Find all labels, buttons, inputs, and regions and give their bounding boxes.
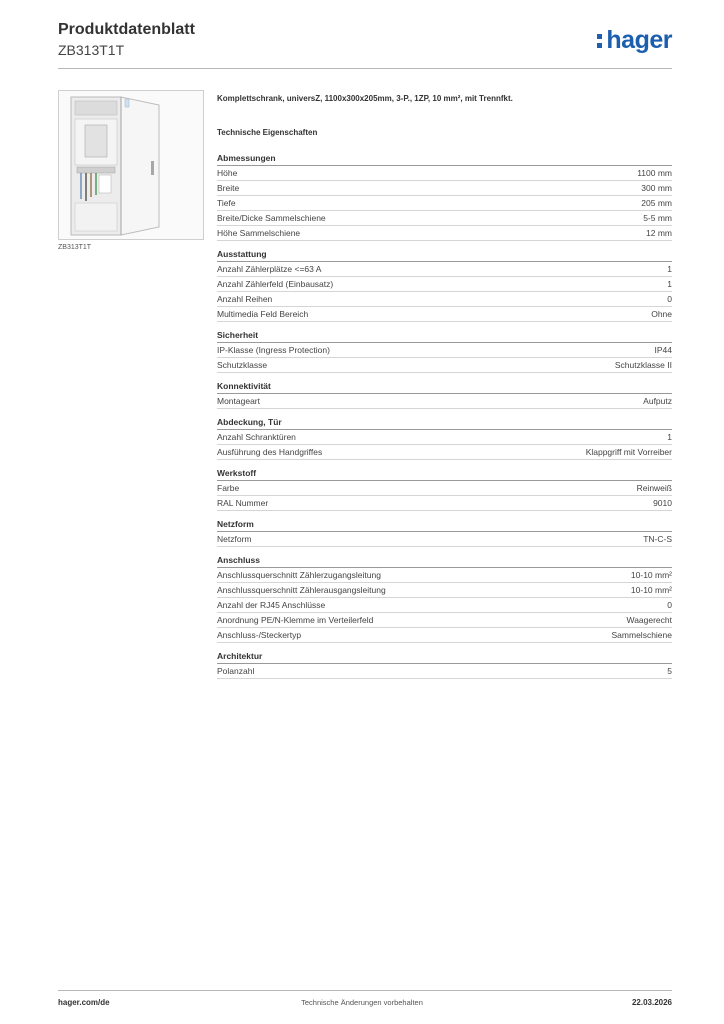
property-label: Tiefe: [217, 198, 236, 208]
property-label: Breite: [217, 183, 240, 193]
property-row: [217, 226, 672, 241]
property-value: Klappgriff mit Vorreiber: [585, 447, 672, 457]
logo-dots-icon: [597, 30, 603, 50]
section-title: Anschluss: [217, 554, 672, 568]
section-2: [217, 329, 672, 373]
property-value: 0: [667, 294, 672, 304]
property-label: Multimedia Feld Bereich: [217, 309, 309, 319]
image-caption: ZB313T1T: [58, 244, 92, 251]
property-value: Ohne: [651, 309, 672, 319]
footer-disclaimer: Technische Änderungen vorbehalten: [301, 998, 423, 1007]
property-label: Anschluss-/Steckertyp: [217, 630, 302, 640]
property-label: Ausführung des Handgriffes: [217, 447, 323, 457]
technical-content: [217, 94, 672, 679]
property-label: Anordnung PE/N-Klemme im Verteilerfeld: [217, 615, 374, 625]
property-label: Höhe: [217, 168, 238, 178]
property-label: Anzahl Schranktüren: [217, 432, 296, 442]
property-row: [217, 358, 672, 373]
property-row: [217, 583, 672, 598]
property-row: [217, 166, 672, 181]
product-number: ZB313T1T: [58, 42, 125, 58]
logo-text: hager: [606, 26, 672, 54]
property-row: [217, 292, 672, 307]
property-label: Anschlussquerschnitt Zählerzugangsleitung: [217, 570, 381, 580]
section-title: Werkstoff: [217, 467, 672, 481]
property-value: 5-5 mm: [643, 213, 672, 223]
section-7: [217, 554, 672, 643]
property-row: [217, 496, 672, 511]
header-divider: [58, 68, 672, 69]
property-row: [217, 196, 672, 211]
property-label: Anzahl der RJ45 Anschlüsse: [217, 600, 326, 610]
technical-properties-title: Technische Eigenschaften: [217, 128, 318, 137]
property-label: Anzahl Reihen: [217, 294, 273, 304]
property-value: 5: [667, 666, 672, 676]
property-label: Netzform: [217, 534, 252, 544]
property-row: [217, 568, 672, 583]
property-label: Polanzahl: [217, 666, 255, 676]
property-row: [217, 307, 672, 322]
property-label: Anzahl Zählerfeld (Einbausatz): [217, 279, 334, 289]
property-label: RAL Nummer: [217, 498, 269, 508]
property-label: Farbe: [217, 483, 240, 493]
hager-logo: [597, 26, 672, 54]
property-value: Reinweiß: [636, 483, 672, 493]
section-title: Abdeckung, Tür: [217, 416, 672, 430]
section-5: [217, 467, 672, 511]
section-title: Sicherheit: [217, 329, 672, 343]
footer-divider: [58, 990, 672, 991]
property-value: Waagerecht: [626, 615, 672, 625]
property-value: Aufputz: [643, 396, 672, 406]
property-row: [217, 394, 672, 409]
cabinet-icon: [59, 91, 203, 239]
property-value: 9010: [653, 498, 672, 508]
property-value: TN-C-S: [643, 534, 672, 544]
section-6: [217, 518, 672, 547]
property-label: Anschlussquerschnitt Zählerausgangsleitung: [217, 585, 386, 595]
property-row: [217, 262, 672, 277]
property-value: 0: [667, 600, 672, 610]
property-value: 1: [667, 432, 672, 442]
section-title: Abmessungen: [217, 152, 672, 166]
property-value: 12 mm: [646, 228, 672, 238]
property-row: [217, 613, 672, 628]
property-label: Breite/Dicke Sammelschiene: [217, 213, 326, 223]
footer-date: 22.03.2026: [631, 998, 672, 1007]
product-description: Komplettschrank, universZ, 1100x300x205mm, 3-P., 1ZP, 10 mm², mit Trennfkt.: [217, 94, 513, 103]
section-4: [217, 416, 672, 460]
property-value: 10-10 mm²: [630, 585, 672, 595]
product-image: [58, 90, 204, 240]
property-label: Höhe Sammelschiene: [217, 228, 301, 238]
property-value: 1: [667, 264, 672, 274]
property-row: [217, 628, 672, 643]
property-label: Anzahl Zählerplätze <=63 A: [217, 264, 322, 274]
footer-website: hager.com/de: [58, 998, 110, 1007]
property-row: [217, 532, 672, 547]
property-row: [217, 211, 672, 226]
section-8: [217, 650, 672, 679]
property-value: 1: [667, 279, 672, 289]
document-header: [58, 20, 195, 59]
property-label: Schutzklasse: [217, 360, 268, 370]
property-row: [217, 277, 672, 292]
section-0: [217, 152, 672, 241]
property-row: [217, 181, 672, 196]
section-title: Ausstattung: [217, 248, 672, 262]
property-row: [217, 343, 672, 358]
document-title: Produktdatenblatt: [58, 21, 195, 38]
section-3: [217, 380, 672, 409]
property-value: Schutzklasse II: [614, 360, 672, 370]
property-row: [217, 664, 672, 679]
property-sections: [217, 152, 672, 679]
section-title: Architektur: [217, 650, 672, 664]
property-row: [217, 445, 672, 460]
property-value: 10-10 mm²: [630, 570, 672, 580]
property-value: Sammelschiene: [611, 630, 672, 640]
property-label: IP-Klasse (Ingress Protection): [217, 345, 330, 355]
property-value: IP44: [654, 345, 672, 355]
property-label: Montageart: [217, 396, 260, 406]
section-title: Netzform: [217, 518, 672, 532]
property-value: 1100 mm: [637, 168, 672, 178]
property-row: [217, 481, 672, 496]
section-title: Konnektivität: [217, 380, 672, 394]
property-value: 300 mm: [641, 183, 672, 193]
section-1: [217, 248, 672, 322]
property-row: [217, 430, 672, 445]
property-row: [217, 598, 672, 613]
property-value: 205 mm: [641, 198, 672, 208]
